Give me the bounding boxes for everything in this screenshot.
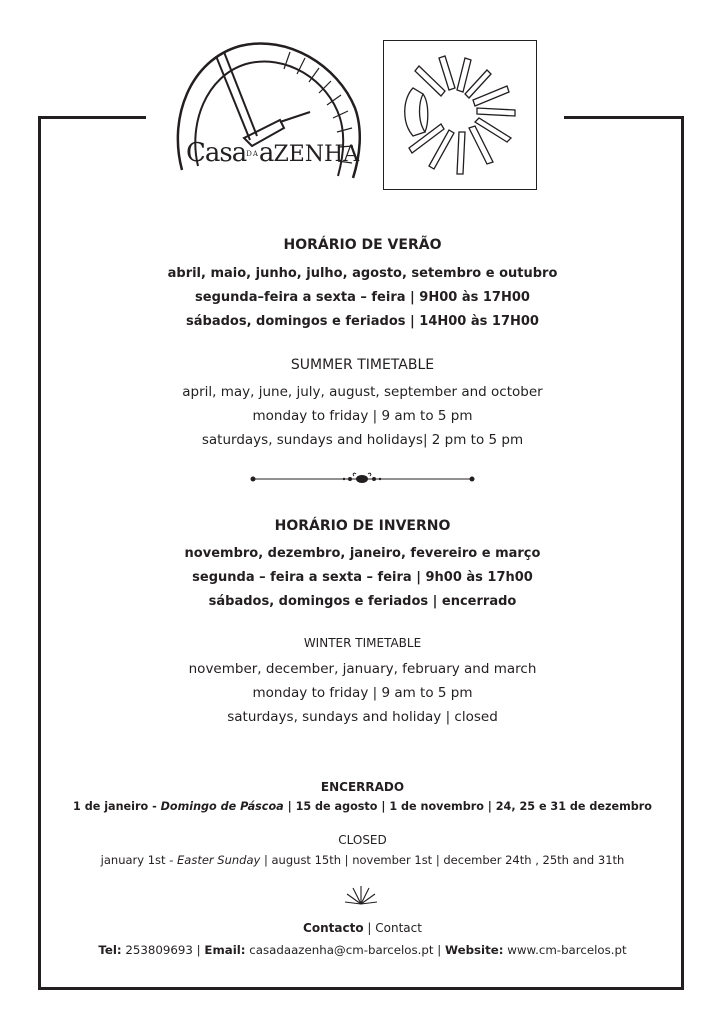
email-value: casadaazenha@cm-barcelos.pt | bbox=[245, 943, 445, 957]
tel-label: Tel: bbox=[98, 943, 122, 957]
closed-pt-section bbox=[40, 777, 685, 817]
closed-pt-rest: | 15 de agosto | 1 de novembro | 24, 25 e 31 de dezembro bbox=[283, 800, 652, 813]
summer-pt-title: HORÁRIO DE VERÃO bbox=[283, 237, 442, 253]
contact-title bbox=[40, 918, 685, 938]
tel-value: 253809693 | bbox=[121, 943, 205, 957]
summer-en-months: april, may, june, july, august, september and october bbox=[182, 384, 543, 401]
brand-da: DA bbox=[246, 150, 259, 158]
brand-casa: Casa bbox=[186, 138, 247, 168]
closed-pt-dates bbox=[40, 797, 685, 817]
closed-pt-title: ENCERRADO bbox=[320, 780, 405, 794]
closed-pt-easter: Domingo de Páscoa bbox=[160, 800, 284, 813]
summer-en-section bbox=[40, 354, 685, 452]
winter-en-weekends: saturdays, sundays and holiday | closed bbox=[227, 709, 498, 726]
closed-en-dates bbox=[40, 850, 685, 870]
brand-a: a bbox=[258, 138, 274, 168]
contact-title-en: Contact bbox=[375, 921, 422, 935]
winter-pt-weekdays: segunda – feira a sexta – feira | 9h00 às 17h00 bbox=[192, 570, 533, 586]
winter-pt-section bbox=[40, 515, 685, 614]
contact-section bbox=[40, 918, 685, 960]
closed-pt-date1: 1 de janeiro - bbox=[73, 800, 161, 813]
closed-en-date1: january 1st - bbox=[100, 853, 178, 867]
winter-en-section bbox=[40, 634, 685, 729]
contact-title-pt: Contacto bbox=[303, 921, 364, 935]
closed-en-easter: Easter Sunday bbox=[177, 853, 261, 867]
website-value: www.cm-barcelos.pt bbox=[503, 943, 627, 957]
closed-en-title: CLOSED bbox=[338, 833, 387, 847]
summer-en-title: SUMMER TIMETABLE bbox=[290, 357, 435, 373]
casa-da-azenha-logo bbox=[160, 38, 375, 198]
winter-en-weekdays: monday to friday | 9 am to 5 pm bbox=[252, 685, 473, 702]
summer-pt-section bbox=[40, 234, 685, 334]
closed-en-section bbox=[40, 830, 685, 870]
winter-pt-weekends: sábados, domingos e feriados | encerrado bbox=[208, 594, 517, 610]
ornamental-divider bbox=[250, 470, 475, 488]
email-label: Email: bbox=[204, 943, 246, 957]
shell-ornament-icon bbox=[343, 884, 379, 906]
summer-pt-weekdays: segunda–feira a sexta – feira | 9H00 às 17H00 bbox=[195, 290, 530, 306]
summer-en-weekends: saturdays, sundays and holidays| 2 pm to 5 pm bbox=[201, 432, 524, 449]
summer-pt-months: abril, maio, junho, julho, agosto, setembro e outubro bbox=[167, 266, 558, 282]
winter-en-months: november, december, january, february and march bbox=[188, 661, 537, 678]
summer-en-weekdays: monday to friday | 9 am to 5 pm bbox=[252, 408, 473, 425]
closed-en-rest: | august 15th | november 1st | december 24th , 25th and 31th bbox=[260, 853, 625, 867]
scallop-shell-logo bbox=[383, 40, 537, 190]
summer-pt-weekends: sábados, domingos e feriados | 14H00 às 17H00 bbox=[186, 314, 539, 330]
contact-details bbox=[40, 940, 685, 960]
winter-pt-months: novembro, dezembro, janeiro, fevereiro e março bbox=[184, 546, 541, 562]
winter-pt-title: HORÁRIO DE INVERNO bbox=[274, 518, 451, 534]
contact-title-sep: | bbox=[363, 921, 376, 935]
website-label: Website: bbox=[445, 943, 504, 957]
winter-en-title: WINTER TIMETABLE bbox=[303, 636, 422, 650]
brand-azenha: ZENHA bbox=[273, 142, 360, 167]
